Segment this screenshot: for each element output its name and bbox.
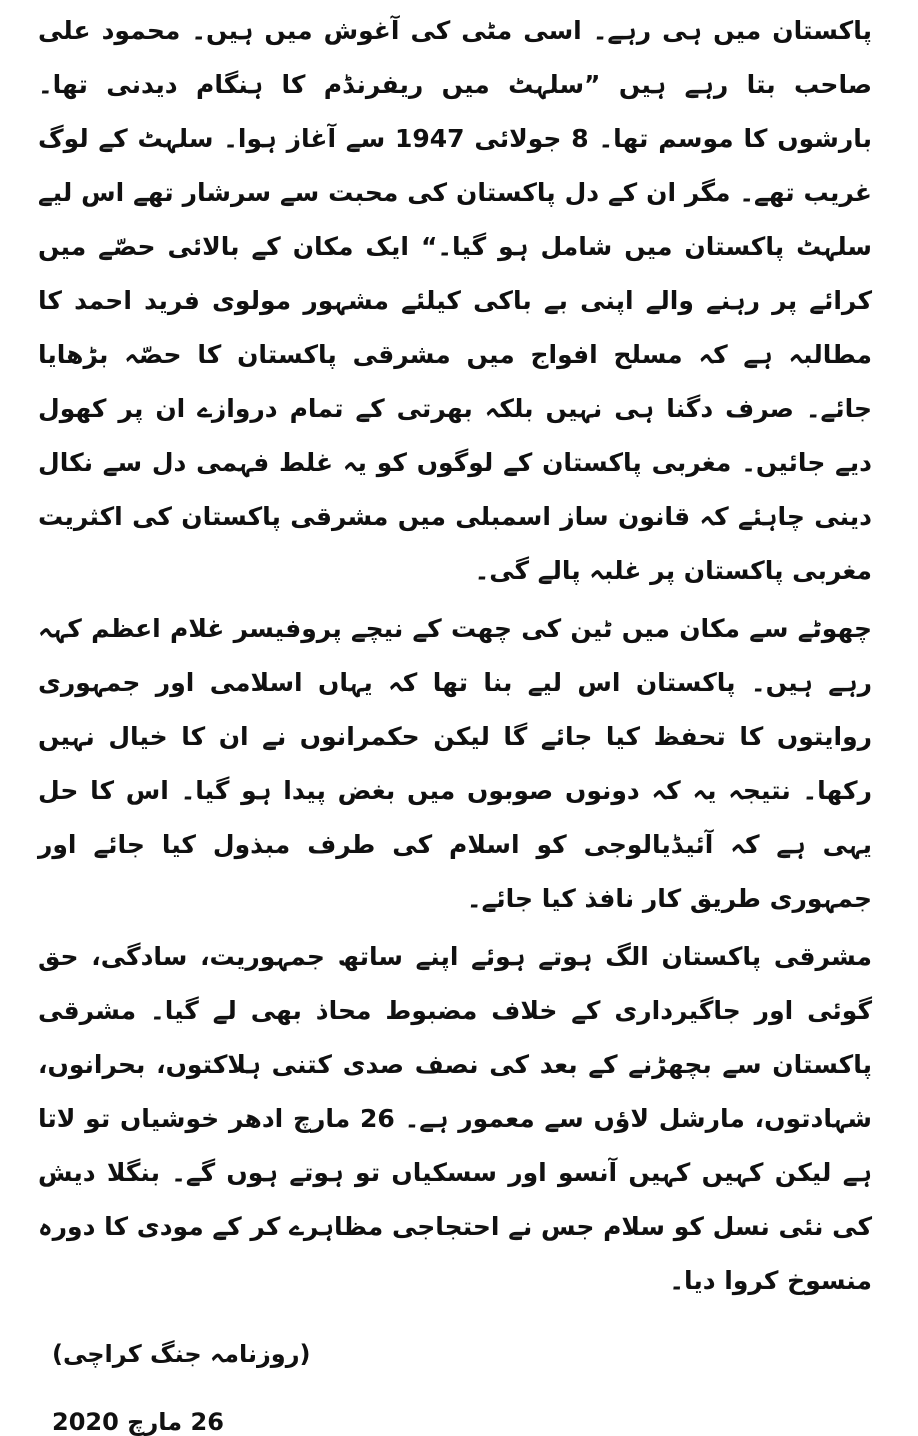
paragraph-3: مشرقی پاکستان الگ ہوتے ہوئے اپنے ساتھ جمہوریت، سادگی، حق گوئی اور جاگیرداری کے خلاف مضبوط محاذ بھی لے گیا۔ مشرقی پاکستان سے بچھڑنے کے بعد کی نصف صدی کتنی ہلاکتوں، بحرانوں، شہادتوں، مارشل لاؤں سے معمور ہے۔ 26 مارچ ادھر خوشیاں تو لاتا ہے لیکن کہیں کہیں آنسو اور سسکیاں تو ہوتے ہوں گے۔ بنگلا دیش کی نئی نسل کو سلام جس نے احتجاجی مظاہرے کر کے مودی کا دورہ منسوخ کروا دیا۔ (38, 942, 872, 1295)
paragraph-2: چھوٹے سے مکان میں ٹین کی چھت کے نیچے پروفیسر غلام اعظم کہہ رہے ہیں۔ پاکستان اس لیے بنا تھا کہ یہاں اسلامی اور جمہوری روایتوں کا تحفظ کیا جائے گا لیکن حکمرانوں نے ان کا خیال نہیں رکھا۔ نتیجہ یہ کہ دونوں صوبوں میں بغض پیدا ہو گیا۔ اس کا حل یہی ہے کہ آئیڈیالوجی کو اسلام کی طرف مبذول کیا جائے اور جمہوری طریق کار نافذ کیا جائے۔ (38, 614, 872, 913)
publication-date: 26 مارچ 2020 (52, 1408, 224, 1436)
source-credit: (روزنامہ جنگ کراچی) (52, 1340, 311, 1368)
article-body (38, 4, 872, 1308)
paragraph-1: پاکستان میں ہی رہے۔ اسی مٹی کی آغوش میں ہیں۔ محمود علی صاحب بتا رہے ہیں ”سلہٹ میں ریفرنڈم کا ہنگام دیدنی تھا۔ بارشوں کا موسم تھا۔ 8 جولائی 1947 سے آغاز ہوا۔ سلہٹ کے لوگ غریب تھے۔ مگر ان کے دل پاکستان کی محبت سے سرشار تھے اس لیے سلہٹ پاکستان میں شامل ہو گیا۔“ ایک مکان کے بالائی حصّے میں کرائے پر رہنے والے اپنی بے باکی کیلئے مشہور مولوی فرید احمد کا مطالبہ ہے کہ مسلح افواج میں مشرقی پاکستان کا حصّہ بڑھایا جائے۔ صرف دگنا ہی نہیں بلکہ بھرتی کے تمام دروازے ان پر کھول دیے جائیں۔ مغربی پاکستان کے لوگوں کو یہ غلط فہمی دل سے نکال دینی چاہئے کہ قانون ساز اسمبلی میں مشرقی پاکستان کی اکثریت مغربی پاکستان پر غلبہ پالے گی۔ (38, 16, 872, 585)
